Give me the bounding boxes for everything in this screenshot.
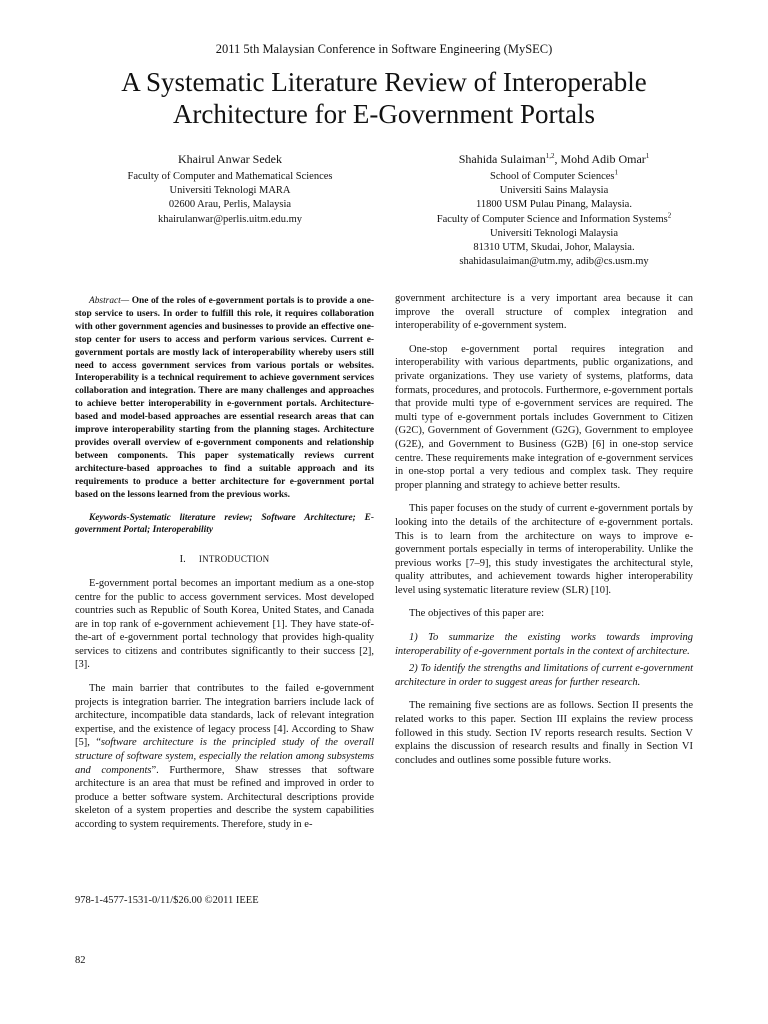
page-number: 82 [75,955,86,966]
author2-emails: shahidasulaiman@utm.my, adib@cs.usm.my [459,256,649,268]
author-names-2: Shahida Sulaiman$^{1,2}$, Mohd Adib Omar$^1$ [458,152,650,166]
author2-address-2: 81310 UTM, Skudai, Johor, Malaysia. [473,242,635,254]
author1-address: 02600 Arau, Perlis, Malaysia [168,199,292,211]
objective-2: 2) To identify the strengths and limitations of current e-government architecture in order to suggest areas for further research. [395,663,693,688]
intro-paragraph-2: The main barrier that contributes to the failed e-government projects is integration barrier. The integration barriers include lack of architecture, incompatible data standards, lack of relevant integration expertise, and the existence of legacy process [4]. According to Shaw [5], “software architecture is the principled study of the overall structure of software system, especially the relation among subsystems and components”. Furthermore, Shaw stresses that software architecture is an area that must be refined and improved in order to produce a better software system. Architectural descriptions provide skeleton of a system properties and describe the system capabilities according to system requirements. Therefore, study in e- [75,683,374,830]
abstract-label: Abstract— [89,296,130,306]
author2-affiliation-1: School of Computer Sciences$^1$ [489,168,619,182]
author1-email: khairulanwar@perlis.uitm.edu.my [157,213,303,225]
left-column [75,295,374,842]
intro-paragraph-1: E-government portal becomes an important medium as a one-stop centre for the public to access government services. Most developed countries such as Republic of South Korea, United States, and Canada are in top rank of e-government achievement [1]. They have state-of-the-art of e-government portal technology that provides high-quality services to citizens and contributes significantly to their success [2], [3]. [75,577,374,671]
title-line-2: Architecture for E-Government Portals [172,99,596,129]
copyright-footer: 978-1-4577-1531-0/11/$26.00 ©2011 IEEE [75,895,259,906]
author1-affiliation-1: Faculty of Computer and Mathematical Sciences [127,171,333,182]
right-paragraph-2: One-stop e-government portal requires integration and interoperability with various departments, public organizations, and private organizations. They use variety of systems, platforms, data formats, procedures, and protocols. Furthermore, e-government portals that provide multi type of e-government services are required. The multi type of e-government portals includes Government to Citizen (G2C), Government of Government (G2G), Government to employee (G2E), and Government to Business (G2B) [6] in one-stop service centre. These requirements make integration of e-government services in one-stop portal a very tedious and complex task. They require proper planning and strategy to achieve better results. [395,343,693,491]
author2-affiliation-3: Faculty of Computer Science and Information Systems$^2$ [436,211,672,225]
keywords: Keywords-Systematic literature review; Software Architecture; E-government Portal; Interoperability [75,512,374,536]
author-block-1 [80,150,380,227]
author2-affiliation-2: Universiti Sains Malaysia [499,185,609,197]
author2-affiliation-4: Universiti Teknologi Malaysia [490,227,618,239]
right-paragraph-4: The objectives of this paper are: [409,608,544,620]
right-column [395,292,693,777]
paper-title [60,66,708,130]
objective-1: 1) To summarize the existing works towards improving interoperability of e-government portals in the context of architecture. [395,632,693,657]
author1-affiliation-2: Universiti Teknologi MARA [169,185,291,197]
section-heading-introduction: I. INTRODUCTION [179,554,270,566]
author-block-2 [395,150,713,269]
right-paragraph-3: This paper focuses on the study of current e-government portals by looking into the details of the architecture of e-government portals. This is to learn from the architecture on ways to improve e-government portals especially in terms of interoperability. Unlike the previous works [7–9], this study investigates the architectural style, quality attributes, and achievement towards higher interoperability level using systematic literature review (SLR) [10]. [395,503,693,596]
title-line-1: A Systematic Literature Review of Interoperable [121,67,647,97]
conference-header: 2011 5th Malaysian Conference in Software Engineering (MySEC) [215,42,553,56]
author2-address-1: 11800 USM Pulau Pinang, Malaysia. [476,199,632,211]
abstract [75,295,374,502]
author-name-1: Khairul Anwar Sedek [178,152,282,166]
right-paragraph-5: The remaining five sections are as follows. Section II presents the related works to this paper. Section III explains the review process followed in this study. Section IV reports research results. Section V explains the discussion of research results and finally in Section VI concludes and outlines some possible future works. [395,700,693,766]
abstract-text: One of the roles of e-government portals is to provide a one-stop service to users. In order to fulfill this role, it requires collaboration with other government agencies and businesses to provide an effective one-stop center for users to access and perform various services. Current e-government portals are mostly lack of interoperability whereby users still need to access government services from various portals or websites. Interoperability is a technical requirement to achieve government services collaboration and integration. There are many challenges and approaches to achieve better interoperability in e-government portals. Architecture-based and model-based approaches are essential research areas that can improve interoperability starting from the planning stages. Architecture provides overall overview of e-government components and relationship between components. This paper systematically reviews current architecture-based approaches to find a suitable approach and its requirements to produce a better architecture for e-government portal based on the lessons learned from the previous works. [75,296,374,500]
right-paragraph-1: government architecture is a very important area because it can improve the overall structure of complex integration and interoperability of e-government system. [395,293,693,332]
